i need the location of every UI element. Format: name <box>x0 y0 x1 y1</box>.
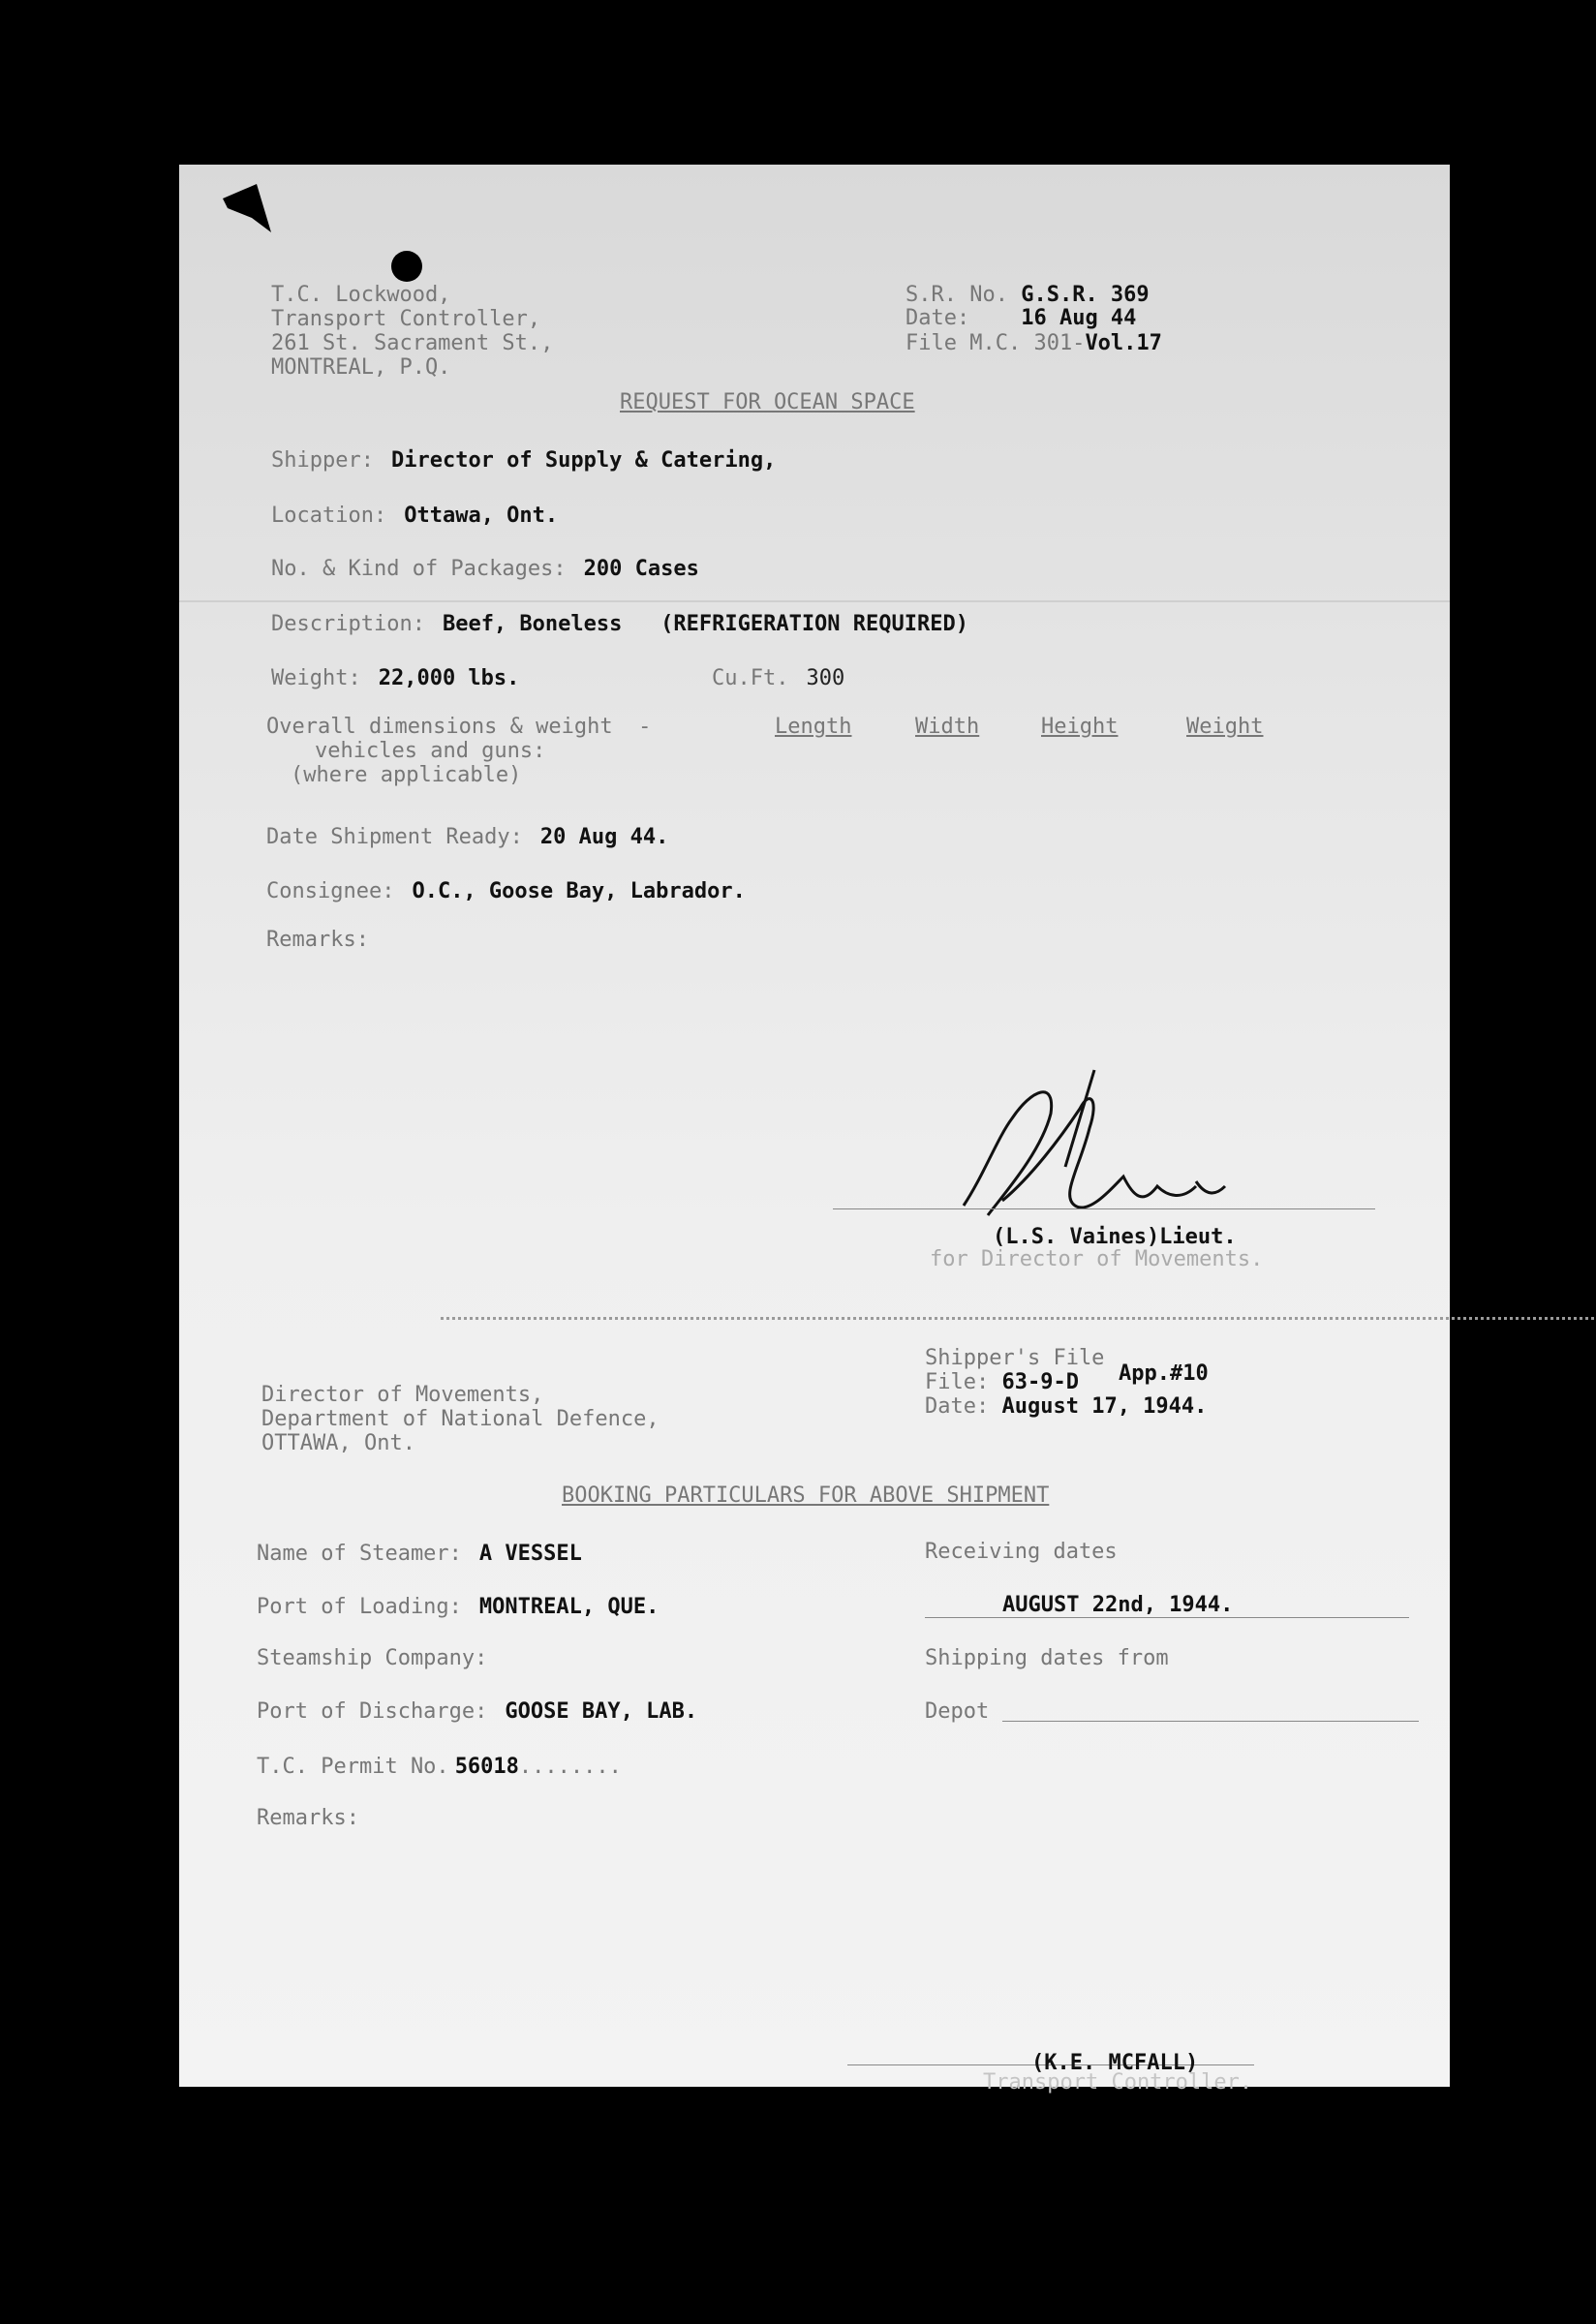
fold-line <box>179 600 1450 602</box>
cuft-label: Cu.Ft. <box>712 666 789 690</box>
weight-label: Weight: <box>271 666 361 690</box>
column-weight: Weight <box>1186 715 1264 739</box>
date-label: Date: <box>905 306 970 330</box>
receiving-dates-value: AUGUST 22nd, 1944. <box>1002 1593 1234 1617</box>
ready-row <box>266 825 668 849</box>
port-loading-label: Port of Loading: <box>257 1595 462 1619</box>
packages-row <box>271 557 699 581</box>
date-row <box>905 306 1136 330</box>
location-row <box>271 504 558 528</box>
consignee-row <box>266 879 746 903</box>
column-length: Length <box>775 715 852 739</box>
location-value: Ottawa, Ont. <box>404 504 559 528</box>
file-label: File M.C. 301- <box>905 331 1086 355</box>
dimensions-line: Overall dimensions & weight - <box>266 715 652 739</box>
punch-hole-blot <box>387 247 426 286</box>
location-label: Location: <box>271 504 387 528</box>
permit-row: T.C. Permit No. 56018........ <box>257 1755 622 1779</box>
to-line: Department of National Defence, <box>261 1407 660 1431</box>
steamship-company-label: Steamship Company: <box>257 1646 488 1670</box>
weight-row <box>271 666 519 690</box>
port-loading-row <box>257 1595 659 1619</box>
signer-name: (L.S. Vaines)Lieut. <box>993 1225 1237 1249</box>
port-discharge-row <box>257 1699 697 1724</box>
ready-value: 20 Aug 44. <box>539 825 669 849</box>
handwritten-signature <box>944 1060 1264 1230</box>
shippers-file-label: Shipper's File <box>925 1346 1105 1370</box>
app-number: App.#10 <box>1119 1361 1209 1386</box>
column-width: Width <box>915 715 980 739</box>
booking-file-row <box>925 1370 1079 1394</box>
sr-number-label: S.R. No. <box>905 283 1008 307</box>
booking-file-value: 63-9-D <box>1001 1370 1079 1394</box>
booking-date-label: Date: <box>925 1394 990 1419</box>
signer-title: for Director of Movements. <box>930 1247 1264 1271</box>
from-line: T.C. Lockwood, <box>271 283 451 307</box>
dimensions-line: vehicles and guns: <box>315 739 546 763</box>
dimensions-label <box>266 715 651 787</box>
corner-blot <box>218 179 286 247</box>
from-line: Transport Controller, <box>271 307 541 331</box>
shipping-dates-label: Shipping dates from <box>925 1646 1169 1670</box>
controller-name: (K.E. MCFALL) <box>1031 2051 1199 2075</box>
port-discharge-label: Port of Discharge: <box>257 1699 488 1724</box>
document-sheet <box>179 165 1450 2095</box>
to-line: OTTAWA, Ont. <box>261 1431 415 1455</box>
sr-number-value: G.S.R. 369 <box>1021 283 1150 307</box>
port-loading-value: MONTREAL, QUE. <box>478 1595 660 1619</box>
from-line: 261 St. Sacrament St., <box>271 331 554 355</box>
to-address <box>261 1383 660 1455</box>
signature-line <box>833 1208 1375 1209</box>
sr-number-row <box>905 283 1150 307</box>
booking-date-row <box>925 1394 1207 1419</box>
ready-label: Date Shipment Ready: <box>266 825 523 849</box>
tear-line <box>441 1317 1596 1320</box>
receiving-line <box>925 1617 1409 1618</box>
dimensions-line: (where applicable) <box>291 763 522 787</box>
packages-label: No. & Kind of Packages: <box>271 557 567 581</box>
steamer-label: Name of Steamer: <box>257 1542 462 1566</box>
file-volume: Vol.17 <box>1085 331 1162 355</box>
cuft-value: 300 <box>806 666 845 690</box>
description-value: Beef, Boneless (REFRIGERATION REQUIRED) <box>442 612 969 636</box>
booking-date-value: August 17, 1944. <box>1001 1394 1208 1419</box>
packages-value: 200 Cases <box>583 557 699 581</box>
consignee-label: Consignee: <box>266 879 395 903</box>
shipper-value: Director of Supply & Catering, <box>390 448 777 473</box>
description-label: Description: <box>271 612 425 636</box>
permit-value: 56018 <box>454 1755 519 1779</box>
to-line: Director of Movements, <box>261 1383 544 1407</box>
column-height: Height <box>1041 715 1119 739</box>
permit-label: T.C. Permit No. <box>257 1755 449 1779</box>
cuft-row <box>712 666 844 690</box>
weight-value: 22,000 lbs. <box>378 666 520 690</box>
controller-title: Transport Controller. <box>983 2070 1253 2095</box>
steamer-value: A VESSEL <box>478 1542 582 1566</box>
file-row <box>905 331 1162 355</box>
depot-line <box>1002 1721 1419 1722</box>
booking-file-label: File: <box>925 1370 990 1394</box>
shipper-row <box>271 448 776 473</box>
remarks-label: Remarks: <box>266 928 369 952</box>
from-address <box>271 283 553 380</box>
date-value: 16 Aug 44 <box>1021 306 1137 330</box>
request-title: REQUEST FOR OCEAN SPACE <box>620 390 915 414</box>
port-discharge-value: GOOSE BAY, LAB. <box>505 1699 698 1724</box>
depot-label: Depot <box>925 1699 990 1724</box>
from-line: MONTREAL, P.Q. <box>271 355 451 380</box>
description-row <box>271 612 968 636</box>
shipper-label: Shipper: <box>271 448 374 473</box>
consignee-value: O.C., Goose Bay, Labrador. <box>412 879 746 903</box>
steamer-row <box>257 1542 582 1566</box>
receiving-dates-label: Receiving dates <box>925 1540 1118 1564</box>
booking-title: BOOKING PARTICULARS FOR ABOVE SHIPMENT <box>562 1483 1050 1508</box>
booking-remarks-label: Remarks: <box>257 1806 359 1830</box>
